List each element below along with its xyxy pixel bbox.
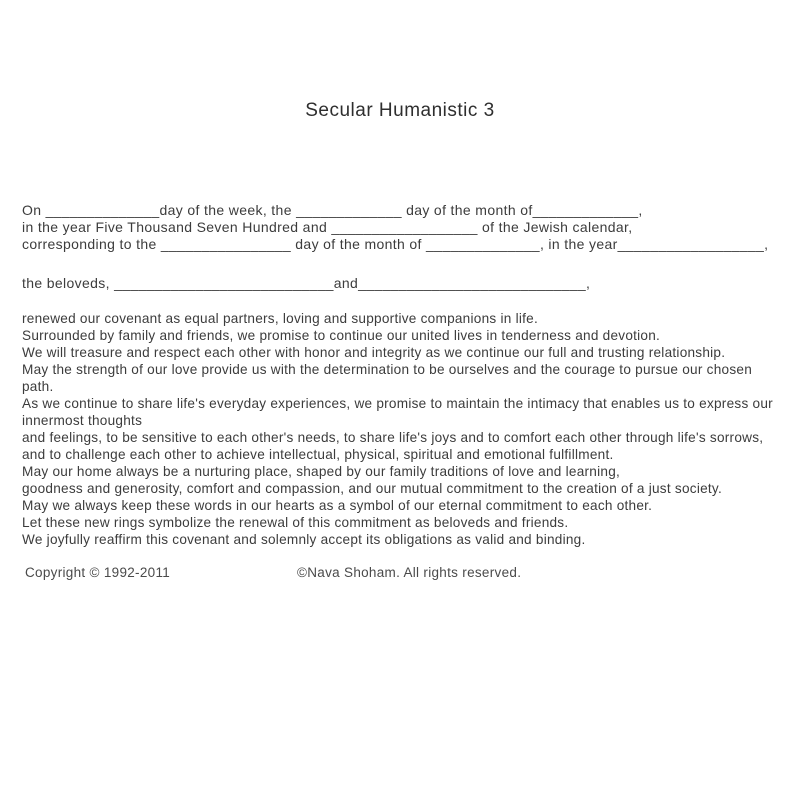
covenant-line: and feelings, to be sensitive to each other's needs, to share life's joys and to comfort each other through life's sorrows,: [22, 430, 764, 445]
beloveds-names-line: the beloveds, ___________________________and____________________________,: [22, 275, 591, 291]
fill-in-line-date-of-week: On ______________day of the week, the _____________ day of the month of_____________,: [22, 202, 643, 218]
copyright-years: Copyright © 1992-2011: [25, 565, 171, 580]
covenant-line: May we always keep these words in our hearts as a symbol of our eternal commitment to each other.: [22, 498, 653, 513]
covenant-line: We joyfully reaffirm this covenant and solemnly accept its obligations as valid and binding.: [22, 532, 586, 547]
covenant-line: Let these new rings symbolize the renewal of this commitment as beloveds and friends.: [22, 515, 569, 530]
covenant-line: Surrounded by family and friends, we promise to continue our united lives in tenderness and devotion.: [22, 328, 661, 343]
covenant-line: innermost thoughts: [22, 413, 143, 428]
document-title: Secular Humanistic 3: [305, 100, 495, 121]
covenant-line: May the strength of our love provide us with the determination to be ourselves and the courage to pursue our chosen: [22, 362, 753, 377]
covenant-line: and to challenge each other to achieve intellectual, physical, spiritual and emotional fulfillment.: [22, 447, 614, 462]
covenant-line: As we continue to share life's everyday experiences, we promise to maintain the intimacy that enables us to express our: [22, 396, 773, 411]
covenant-line: path.: [22, 379, 54, 394]
covenant-line: goodness and generosity, comfort and compassion, and our mutual commitment to the creation of a just society.: [22, 481, 722, 496]
fill-in-line-jewish-year: in the year Five Thousand Seven Hundred and __________________ of the Jewish calendar,: [22, 219, 633, 235]
copyright-owner: ©Nava Shoham. All rights reserved.: [297, 565, 522, 580]
covenant-line: May our home always be a nurturing place, shaped by our family traditions of love and learning,: [22, 464, 621, 479]
covenant-line: renewed our covenant as equal partners, loving and supportive companions in life.: [22, 311, 538, 326]
fill-in-section: [22, 202, 800, 253]
copyright-row: [0, 565, 800, 585]
fill-in-line-civil-date: corresponding to the ________________ day of the month of ______________, in the year__________________,: [22, 236, 769, 252]
covenant-text: [22, 310, 800, 548]
covenant-line: We will treasure and respect each other with honor and integrity as we continue our full and trusting relationship.: [22, 345, 726, 360]
